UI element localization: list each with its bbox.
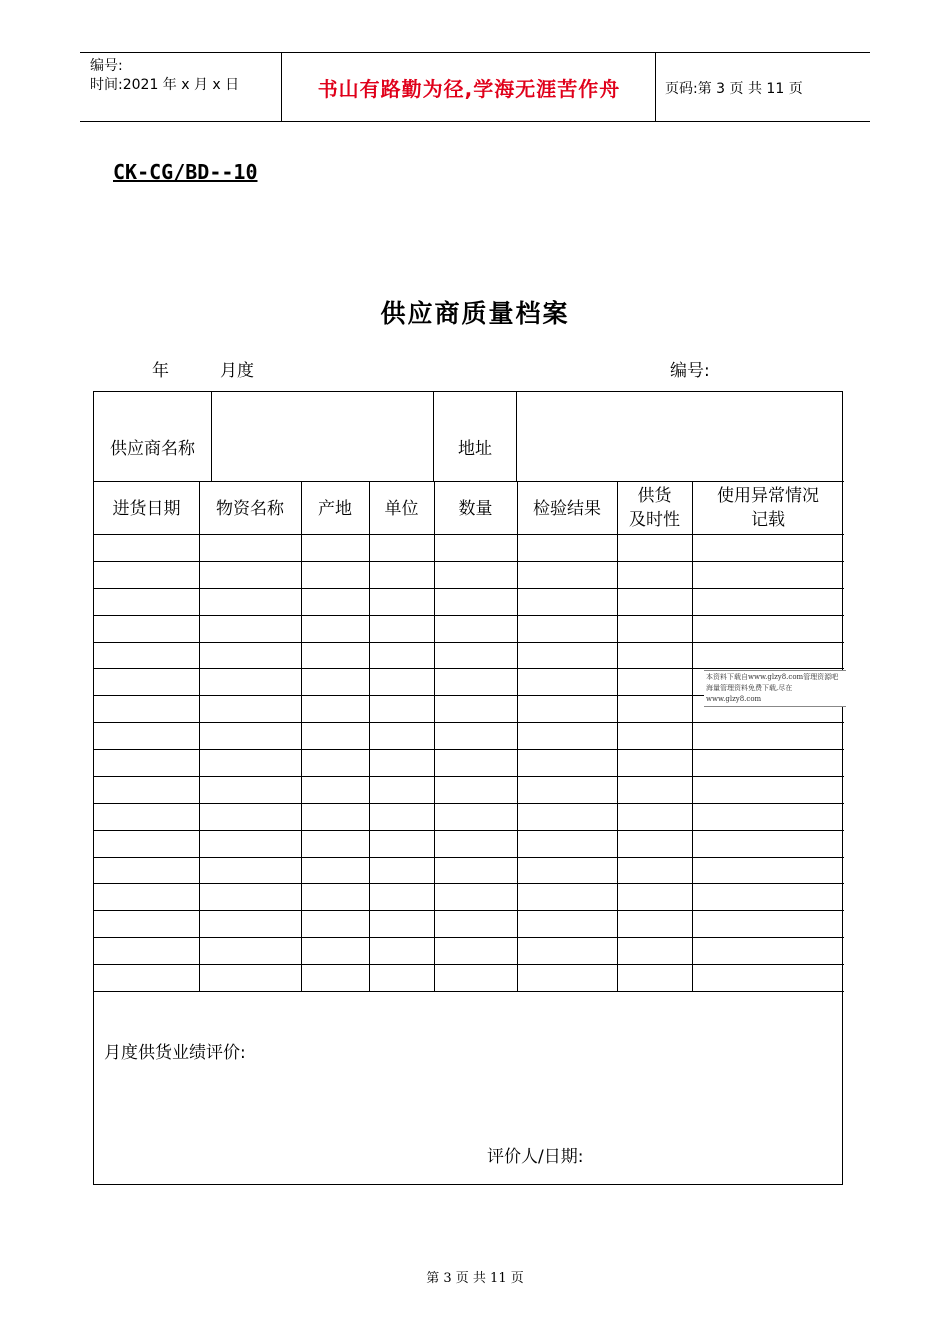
header-left: [90, 57, 239, 95]
grid-line: [301, 481, 302, 991]
header-divider: [655, 53, 656, 121]
grid-line: [94, 588, 844, 589]
grid-line: [94, 642, 844, 643]
grid-line: [517, 481, 518, 991]
page-info: 页码:第 3 页 共 11 页: [665, 81, 803, 97]
evaluation-label: 月度供货业绩评价:: [104, 1043, 246, 1063]
grid-line: [94, 830, 844, 831]
grid-line: [434, 481, 435, 991]
grid-line: [94, 937, 844, 938]
watermark-line: 海量管理资料免费下载,尽在www.glzy8.com: [706, 684, 793, 703]
grid-line: [617, 481, 618, 991]
grid-line: [692, 481, 693, 991]
time-label: 时间:2021 年 x 月 x 日: [90, 77, 240, 93]
grid-line: [94, 803, 844, 804]
watermark: [704, 670, 846, 707]
grid-line: [94, 776, 844, 777]
col-header-unit: 单位: [384, 499, 419, 519]
col-header-material: 物资名称: [216, 499, 284, 519]
year-label: 年: [152, 361, 169, 381]
grid-line: [94, 668, 844, 669]
grid-line: [211, 392, 212, 481]
grid-line: [94, 534, 844, 535]
archive-form: [93, 391, 843, 1185]
grid-line: [94, 561, 844, 562]
watermark-line: 本资料下载自www.glzy8.com管理资源吧: [706, 673, 839, 681]
grid-line: [94, 910, 844, 911]
grid-line: [94, 722, 844, 723]
month-label: 月度: [220, 361, 254, 381]
grid-line: [369, 481, 370, 991]
grid-line: [94, 481, 844, 482]
grid-line: [94, 857, 844, 858]
supplier-name-label: 供应商名称: [110, 439, 195, 459]
grid-line: [94, 991, 844, 992]
grid-line: [94, 964, 844, 965]
motto: 书山有路勤为径,学海无涯苦作舟: [317, 77, 621, 101]
grid-line: [94, 883, 844, 884]
page-footer: 第 3 页 共 11 页: [426, 1271, 524, 1286]
col-header-abnormal: 使用异常情况 记载: [717, 486, 819, 530]
address-label: 地址: [458, 439, 492, 459]
col-header-date: 进货日期: [112, 499, 181, 519]
form-number-label: 编号:: [670, 361, 710, 381]
col-header-timeliness: 供货 及时性: [629, 486, 680, 530]
number-label: 编号:: [90, 58, 123, 74]
grid-line: [94, 749, 844, 750]
grid-line: [516, 392, 517, 481]
grid-line: [199, 481, 200, 991]
page-header: [80, 52, 870, 122]
evaluator-label: 评价人/日期:: [487, 1147, 584, 1167]
col-header-quantity: 数量: [458, 499, 493, 519]
col-header-inspection: 检验结果: [533, 499, 601, 519]
grid-line: [94, 615, 844, 616]
col-header-origin: 产地: [318, 499, 352, 519]
document-code: CK-CG/BD--10: [113, 160, 258, 184]
page-title: 供应商质量档案: [380, 299, 570, 328]
